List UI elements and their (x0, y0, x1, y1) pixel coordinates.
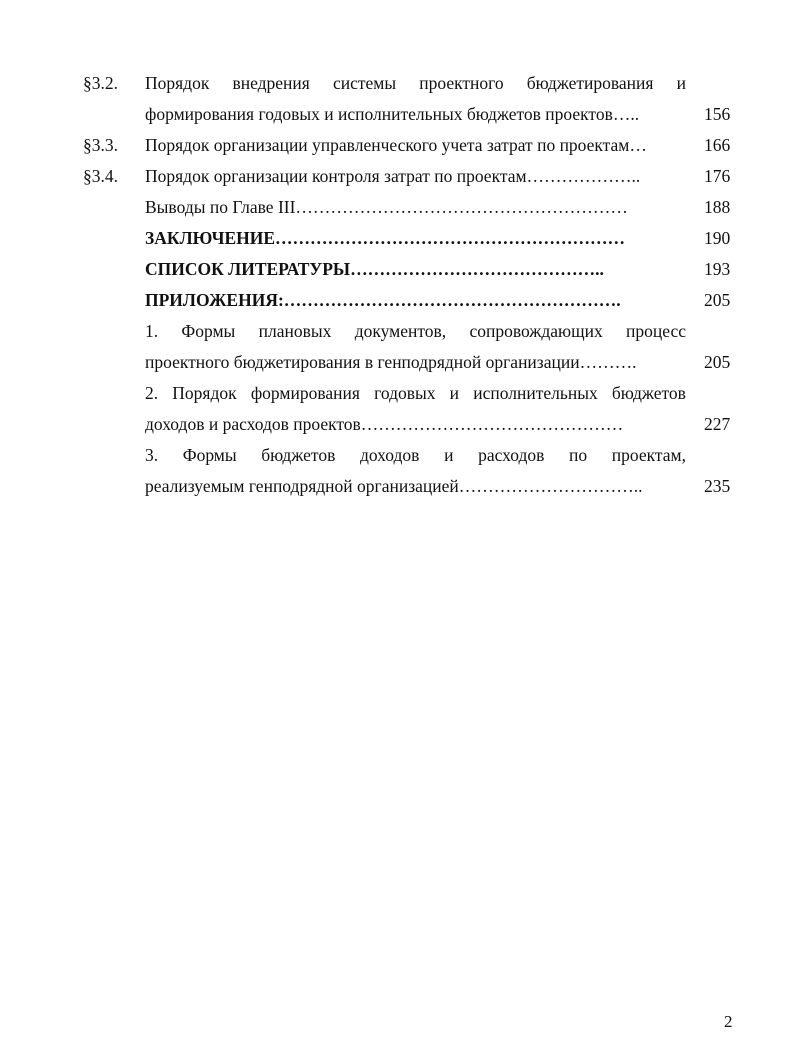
toc-entry-title (145, 318, 686, 344)
toc-entry-3-2-line-2 (0, 101, 793, 127)
toc-entry-appendix-1-line-1 (0, 318, 793, 344)
word: 1. (145, 321, 159, 341)
toc-entry-appendix-3-line-2 (0, 473, 793, 499)
word: проектам, (611, 445, 686, 465)
toc-entry-title: Порядок организации управленческого учета затрат по проектам… (145, 135, 647, 155)
toc-entry-appendices (0, 287, 793, 313)
word: документов, (354, 321, 447, 341)
toc-entry-3-4 (0, 163, 793, 189)
toc-entry-page: 188 (704, 197, 731, 217)
toc-entry-appendix-3-line-1 (0, 442, 793, 468)
word: Порядок (172, 383, 237, 403)
toc-entry-page: 156 (704, 104, 731, 124)
toc-entry-title (145, 442, 686, 468)
word: 2. (145, 383, 159, 403)
toc-entry-title: Порядок организации контроля затрат по проектам……………….. (145, 166, 641, 186)
word: плановых (258, 321, 332, 341)
toc-entry-literature (0, 256, 793, 282)
word: годовых (374, 383, 436, 403)
toc-entry-title-cont: проектного бюджетирования в генподрядной организации………. (145, 352, 637, 372)
toc-entry-page: 166 (704, 135, 731, 155)
word: доходов (359, 445, 420, 465)
word: и (449, 383, 460, 403)
toc-entry-3-2-line-1 (0, 70, 793, 96)
word: сопровождающих (469, 321, 603, 341)
toc-entry-page: 176 (704, 166, 731, 186)
toc-entry-conclusions-ch3 (0, 194, 793, 220)
toc-entry-number: §3.3. (83, 135, 118, 155)
toc-entry-page: 235 (704, 476, 731, 496)
toc-entry-title-cont: доходов и расходов проектов……………………………………… (145, 414, 624, 434)
toc-entry-title: Выводы по Главе III………………………………………………… (145, 197, 628, 217)
word: и (444, 445, 454, 465)
toc-entry-title-cont: реализуемым генподрядной организацией………………………….. (145, 476, 643, 496)
toc-entry-title: ЗАКЛЮЧЕНИЕ…………………………………………………… (145, 228, 626, 248)
toc-entry-title (145, 380, 686, 406)
word: Формы (182, 445, 237, 465)
word: формирования (250, 383, 360, 403)
word: системы (332, 73, 397, 93)
toc-entry-page: 227 (704, 414, 731, 434)
word: по (569, 445, 588, 465)
toc-entry-page: 190 (704, 228, 731, 248)
toc-entry-title (145, 70, 686, 96)
toc-entry-appendix-2-line-2 (0, 411, 793, 437)
word: Порядок (145, 73, 210, 93)
word: процесс (626, 321, 686, 341)
word: расходов (478, 445, 545, 465)
word: 3. (145, 445, 159, 465)
toc-entry-appendix-2-line-1 (0, 380, 793, 406)
word: бюджетов (611, 383, 686, 403)
toc-entry-3-3 (0, 132, 793, 158)
toc-entry-page: 193 (704, 259, 731, 279)
word: исполнительных (473, 383, 598, 403)
toc-entry-appendix-1-line-2 (0, 349, 793, 375)
word: и (676, 73, 686, 93)
word: проектного (419, 73, 504, 93)
word: Формы (181, 321, 236, 341)
toc-entry-conclusion (0, 225, 793, 251)
toc-entry-title-cont: формирования годовых и исполнительных бюджетов проектов….. (145, 104, 640, 124)
toc-entry-title: ПРИЛОЖЕНИЯ:…………………………………………………. (145, 290, 621, 310)
word: бюджетирования (526, 73, 654, 93)
toc-entry-number: §3.4. (83, 166, 118, 186)
toc-entry-title: СПИСОК ЛИТЕРАТУРЫ…………………………………….. (145, 259, 604, 279)
toc-entry-page: 205 (704, 290, 731, 310)
toc-entry-number: §3.2. (83, 73, 118, 93)
toc-entry-page: 205 (704, 352, 731, 372)
word: бюджетов (261, 445, 336, 465)
word: внедрения (232, 73, 310, 93)
page-number: 2 (724, 1012, 733, 1031)
